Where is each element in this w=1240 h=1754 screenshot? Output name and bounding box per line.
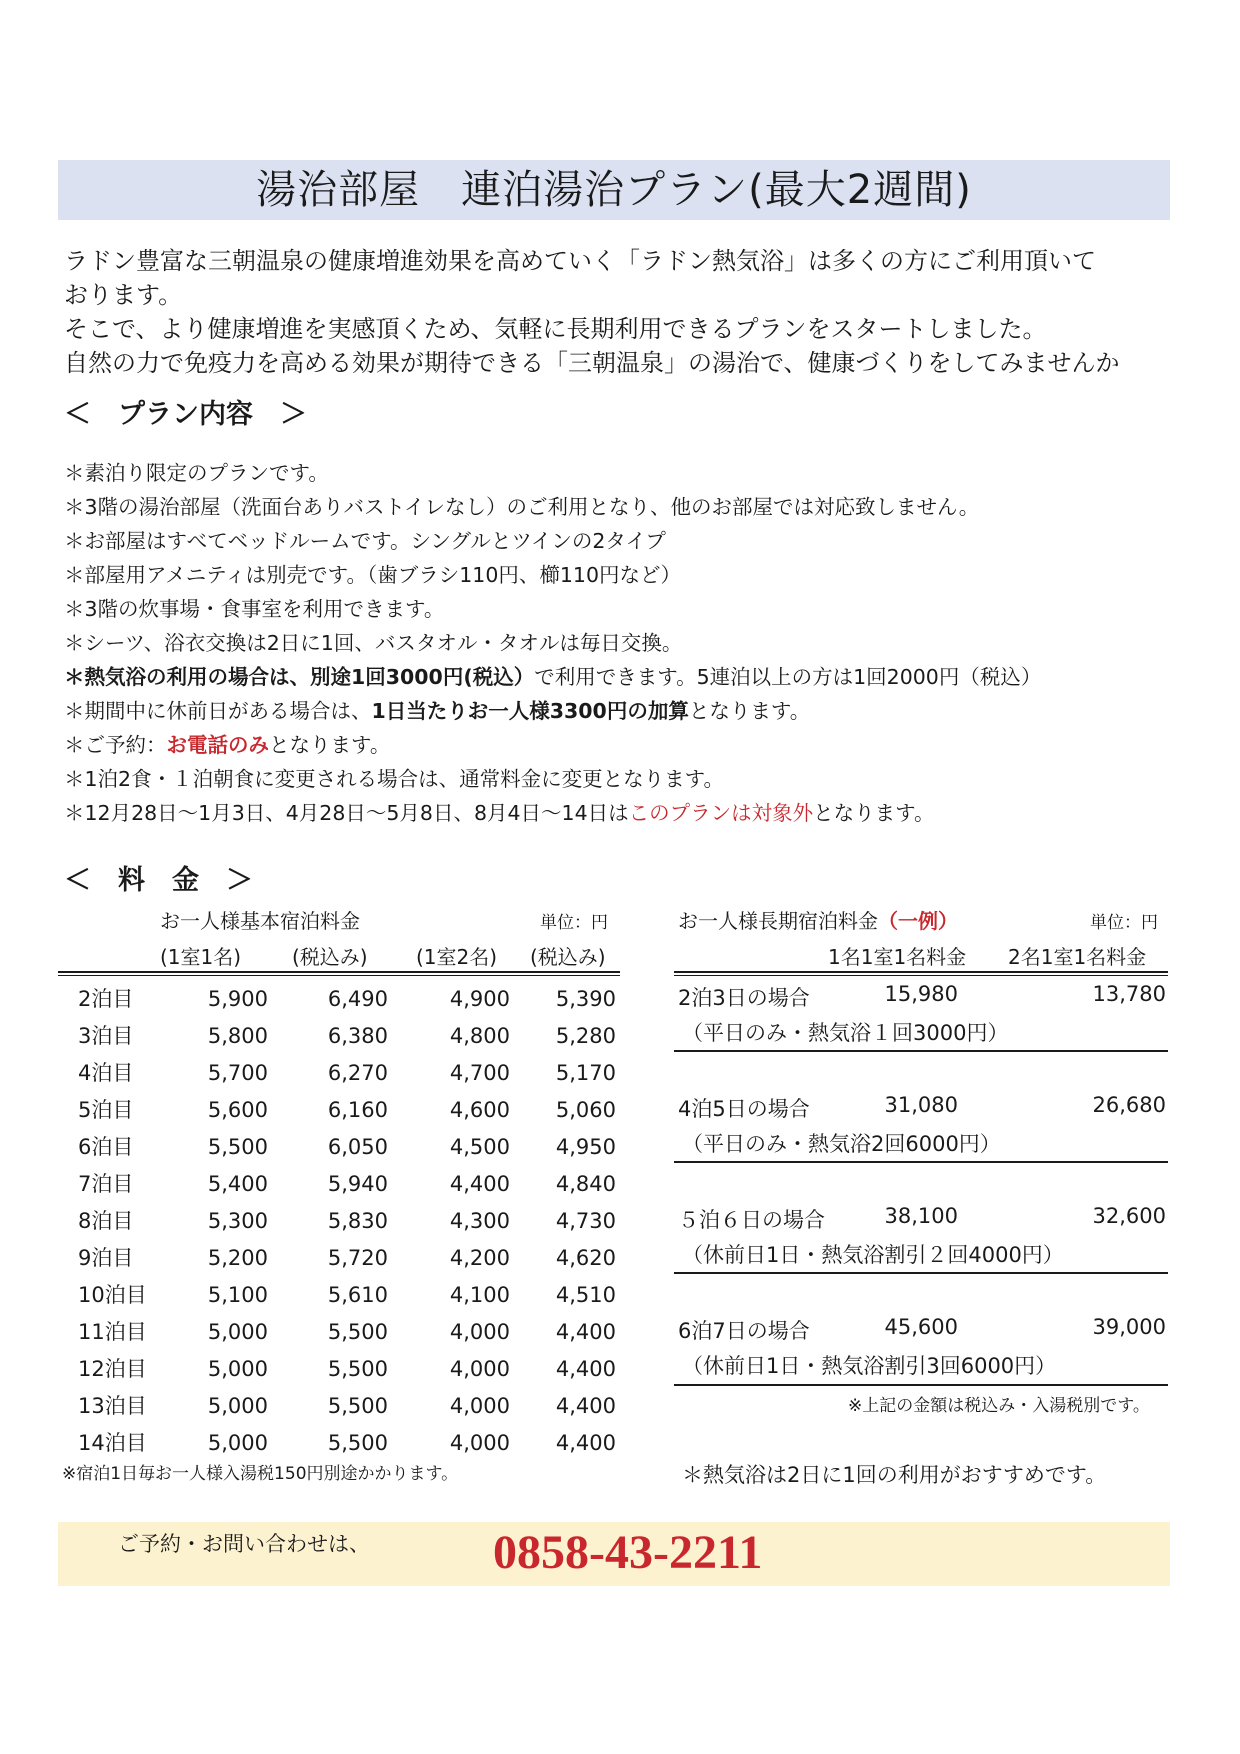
price-cell: 5,720 — [327, 1246, 388, 1270]
plan-item-text: となります。 — [688, 699, 811, 723]
long-table-title-text: お一人様長期宿泊料金 — [678, 909, 878, 933]
price-cell: 4,730 — [555, 1209, 616, 1233]
price-cell: 5,500 — [327, 1357, 388, 1381]
price-cell: 4,700 — [449, 1061, 510, 1085]
plan-item: ＊素泊り限定のプランです。 — [64, 461, 329, 485]
row-divider — [674, 1272, 1168, 1274]
basic-table-unit: 単位：円 — [540, 913, 608, 933]
intro-line: ラドン豊富な三朝温泉の健康増進効果を高めていく「ラドン熱気浴」は多くの方にご利用頂いて — [64, 247, 1096, 275]
table-rule — [58, 971, 620, 973]
nights-cell: 2泊目 — [78, 987, 134, 1011]
basic-table-row — [58, 1425, 618, 1462]
price-cell: 6,270 — [327, 1061, 388, 1085]
plan-item-highlight: このプランは対象外 — [628, 801, 814, 825]
basic-table-title: お一人様基本宿泊料金 — [160, 909, 360, 933]
basic-col-header: (税込み) — [292, 945, 368, 969]
stay-detail: （平日のみ・熱気浴2回6000円） — [682, 1132, 1001, 1156]
stay-detail: （休前日1日・熱気浴割引２回4000円） — [682, 1243, 1064, 1267]
contact-label: ご予約・お問い合わせは、 — [118, 1532, 370, 1556]
long-col-header: 2名1室1名料金 — [1008, 945, 1147, 969]
nights-cell: 6泊目 — [78, 1135, 134, 1159]
basic-table-note: ※宿泊1日毎お一人様入湯税150円別途かかります。 — [62, 1464, 459, 1484]
plan-item-text: で利用できます。5連泊以上の方は1回2000円（税込） — [534, 665, 1042, 689]
nights-cell: 13泊目 — [78, 1394, 147, 1418]
price-cell: 4,400 — [449, 1172, 510, 1196]
plan-items-list — [64, 456, 1194, 830]
basic-table-row — [58, 1388, 618, 1425]
plan-item: ＊1泊2食・１泊朝食に変更される場合は、通常料金に変更となります。 — [64, 767, 724, 791]
price-single: 45,600 — [884, 1315, 958, 1339]
plan-item-highlight: お電話のみ — [166, 733, 269, 757]
price-cell: 4,620 — [555, 1246, 616, 1270]
stay-detail: （平日のみ・熱気浴１回3000円） — [682, 1021, 1009, 1045]
price-cell: 5,100 — [207, 1283, 268, 1307]
basic-col-header: (税込み) — [530, 945, 606, 969]
price-cell: 5,300 — [207, 1209, 268, 1233]
contact-band — [58, 1522, 1170, 1586]
price-cell: 5,940 — [327, 1172, 388, 1196]
nights-cell: 9泊目 — [78, 1246, 134, 1270]
price-single: 15,980 — [884, 982, 958, 1006]
price-cell: 5,400 — [207, 1172, 268, 1196]
plan-item-text: ＊期間中に休前日がある場合は、 — [64, 699, 372, 723]
basic-table-row — [58, 1166, 618, 1203]
plan-item: ＊お部屋はすべてベッドルームです。シングルとツインの2タイプ — [64, 529, 666, 553]
price-cell: 4,200 — [449, 1246, 510, 1270]
price-cell: 4,000 — [449, 1320, 510, 1344]
basic-table-row — [58, 1092, 618, 1129]
intro-line: そこで、より健康増進を実感頂くため、気軽に長期利用できるプランをスタートしました。 — [64, 315, 1047, 343]
nights-cell: 11泊目 — [78, 1320, 147, 1344]
price-cell: 5,200 — [207, 1246, 268, 1270]
price-double: 32,600 — [1092, 1204, 1166, 1228]
basic-table-row — [58, 1240, 618, 1277]
plan-item-bold: 1日当たりお一人様3300円の加算 — [371, 699, 689, 723]
price-cell: 5,500 — [327, 1394, 388, 1418]
phone-number[interactable]: 0858-43-2211 — [493, 1526, 763, 1579]
nights-cell: 10泊目 — [78, 1283, 147, 1307]
plan-item — [64, 728, 1194, 762]
price-cell: 5,500 — [327, 1320, 388, 1344]
price-cell: 6,160 — [327, 1098, 388, 1122]
long-table-row — [678, 1313, 1168, 1393]
long-table-note: ※上記の金額は税込み・入湯税別です。 — [848, 1396, 1150, 1416]
price-double: 26,680 — [1092, 1093, 1166, 1117]
plan-item: ＊部屋用アメニティは別売です。（歯ブラシ110円、櫛110円など） — [64, 563, 681, 587]
price-cell: 6,050 — [327, 1135, 388, 1159]
row-divider — [674, 1384, 1168, 1386]
price-cell: 5,280 — [555, 1024, 616, 1048]
basic-table-row — [58, 1277, 618, 1314]
plan-item-bold: ＊熱気浴の利用の場合は、別途1回3000円(税込） — [64, 665, 535, 689]
stay-label: 2泊3日の場合 — [678, 986, 810, 1010]
price-cell: 4,600 — [449, 1098, 510, 1122]
price-cell: 5,170 — [555, 1061, 616, 1085]
intro-text — [64, 244, 1204, 380]
long-table-title — [678, 905, 958, 934]
price-single: 31,080 — [884, 1093, 958, 1117]
long-col-header: 1名1室1名料金 — [828, 945, 967, 969]
table-rule — [58, 975, 620, 976]
row-divider — [674, 1050, 1168, 1052]
price-cell: 4,400 — [555, 1320, 616, 1344]
long-table-row — [678, 1091, 1168, 1171]
price-single: 38,100 — [884, 1204, 958, 1228]
basic-col-header: (1室1名) — [160, 945, 242, 969]
nights-cell: 14泊目 — [78, 1431, 147, 1455]
nights-cell: 8泊目 — [78, 1209, 134, 1233]
price-heading: ＜ 料 金 ＞ — [64, 865, 253, 896]
price-cell: 4,100 — [449, 1283, 510, 1307]
plan-item-text: となります。 — [813, 801, 935, 825]
long-table-unit: 単位：円 — [1090, 913, 1158, 933]
price-cell: 5,000 — [207, 1394, 268, 1418]
plan-item — [64, 694, 1194, 728]
plan-item — [64, 796, 1194, 830]
price-cell: 5,700 — [207, 1061, 268, 1085]
basic-col-header: (1室2名) — [416, 945, 498, 969]
stay-label: 6泊7日の場合 — [678, 1319, 810, 1343]
plan-item: ＊3階の炊事場・食事室を利用できます。 — [64, 597, 445, 621]
price-cell: 5,830 — [327, 1209, 388, 1233]
price-cell: 5,500 — [327, 1431, 388, 1455]
long-table-title-example: （一例） — [878, 909, 958, 933]
price-cell: 4,300 — [449, 1209, 510, 1233]
price-cell: 5,600 — [207, 1098, 268, 1122]
price-cell: 4,000 — [449, 1431, 510, 1455]
nights-cell: 3泊目 — [78, 1024, 134, 1048]
page-title: 湯治部屋 連泊湯治プラン(最大2週間) — [58, 160, 1170, 220]
price-cell: 5,500 — [207, 1135, 268, 1159]
basic-table-row — [58, 1018, 618, 1055]
stay-label: ５泊６日の場合 — [678, 1208, 825, 1232]
price-cell: 4,800 — [449, 1024, 510, 1048]
price-cell: 4,500 — [449, 1135, 510, 1159]
basic-table-row — [58, 981, 618, 1018]
stay-detail: （休前日1日・熱気浴割引3回6000円） — [682, 1354, 1057, 1378]
price-cell: 4,840 — [555, 1172, 616, 1196]
plan-item — [64, 660, 1194, 694]
basic-table-row — [58, 1351, 618, 1388]
nights-cell: 12泊目 — [78, 1357, 147, 1381]
stay-label: 4泊5日の場合 — [678, 1097, 810, 1121]
price-cell: 5,900 — [207, 987, 268, 1011]
plan-item-text: ＊ご予約： — [64, 733, 167, 757]
basic-table-row — [58, 1129, 618, 1166]
price-cell: 4,950 — [555, 1135, 616, 1159]
price-cell: 5,800 — [207, 1024, 268, 1048]
price-double: 39,000 — [1092, 1315, 1166, 1339]
basic-table-row — [58, 1203, 618, 1240]
price-cell: 5,060 — [555, 1098, 616, 1122]
price-cell: 4,400 — [555, 1357, 616, 1381]
price-cell: 5,000 — [207, 1320, 268, 1344]
intro-line: 自然の力で免疫力を高める効果が期待できる「三朝温泉」の湯治で、健康づくりをしてみませんか — [64, 349, 1120, 377]
price-cell: 4,510 — [555, 1283, 616, 1307]
nights-cell: 5泊目 — [78, 1098, 134, 1122]
price-cell: 5,610 — [327, 1283, 388, 1307]
plan-item-text: となります。 — [269, 733, 391, 757]
long-table-row — [678, 980, 1168, 1060]
nights-cell: 7泊目 — [78, 1172, 134, 1196]
intro-line: おります。 — [64, 281, 183, 309]
nights-cell: 4泊目 — [78, 1061, 134, 1085]
row-divider — [674, 1161, 1168, 1163]
price-double: 13,780 — [1092, 982, 1166, 1006]
price-cell: 4,900 — [449, 987, 510, 1011]
price-cell: 5,000 — [207, 1357, 268, 1381]
table-rule — [674, 971, 1168, 973]
plan-item-text: ＊12月28日～1月3日、4月28日～5月8日、8月4日～14日は — [64, 801, 629, 825]
price-cell: 4,000 — [449, 1357, 510, 1381]
price-cell: 4,400 — [555, 1394, 616, 1418]
plan-item: ＊3階の湯治部屋（洗面台ありバストイレなし）のご利用となり、他のお部屋では対応致しません。 — [64, 495, 980, 519]
price-cell: 6,380 — [327, 1024, 388, 1048]
table-rule — [674, 975, 1168, 976]
basic-table-row — [58, 1314, 618, 1351]
price-cell: 4,400 — [555, 1431, 616, 1455]
price-cell: 6,490 — [327, 987, 388, 1011]
long-table-row — [678, 1202, 1168, 1282]
plan-heading: ＜ プラン内容 ＞ — [64, 399, 307, 430]
long-table-recommend: ＊熱気浴は2日に1回の利用がおすすめです。 — [682, 1463, 1107, 1487]
basic-table-row — [58, 1055, 618, 1092]
price-cell: 5,390 — [555, 987, 616, 1011]
price-cell: 4,000 — [449, 1394, 510, 1418]
plan-item: ＊シーツ、浴衣交換は2日に1回、バスタオル・タオルは毎日交換。 — [64, 631, 683, 655]
price-cell: 5,000 — [207, 1431, 268, 1455]
